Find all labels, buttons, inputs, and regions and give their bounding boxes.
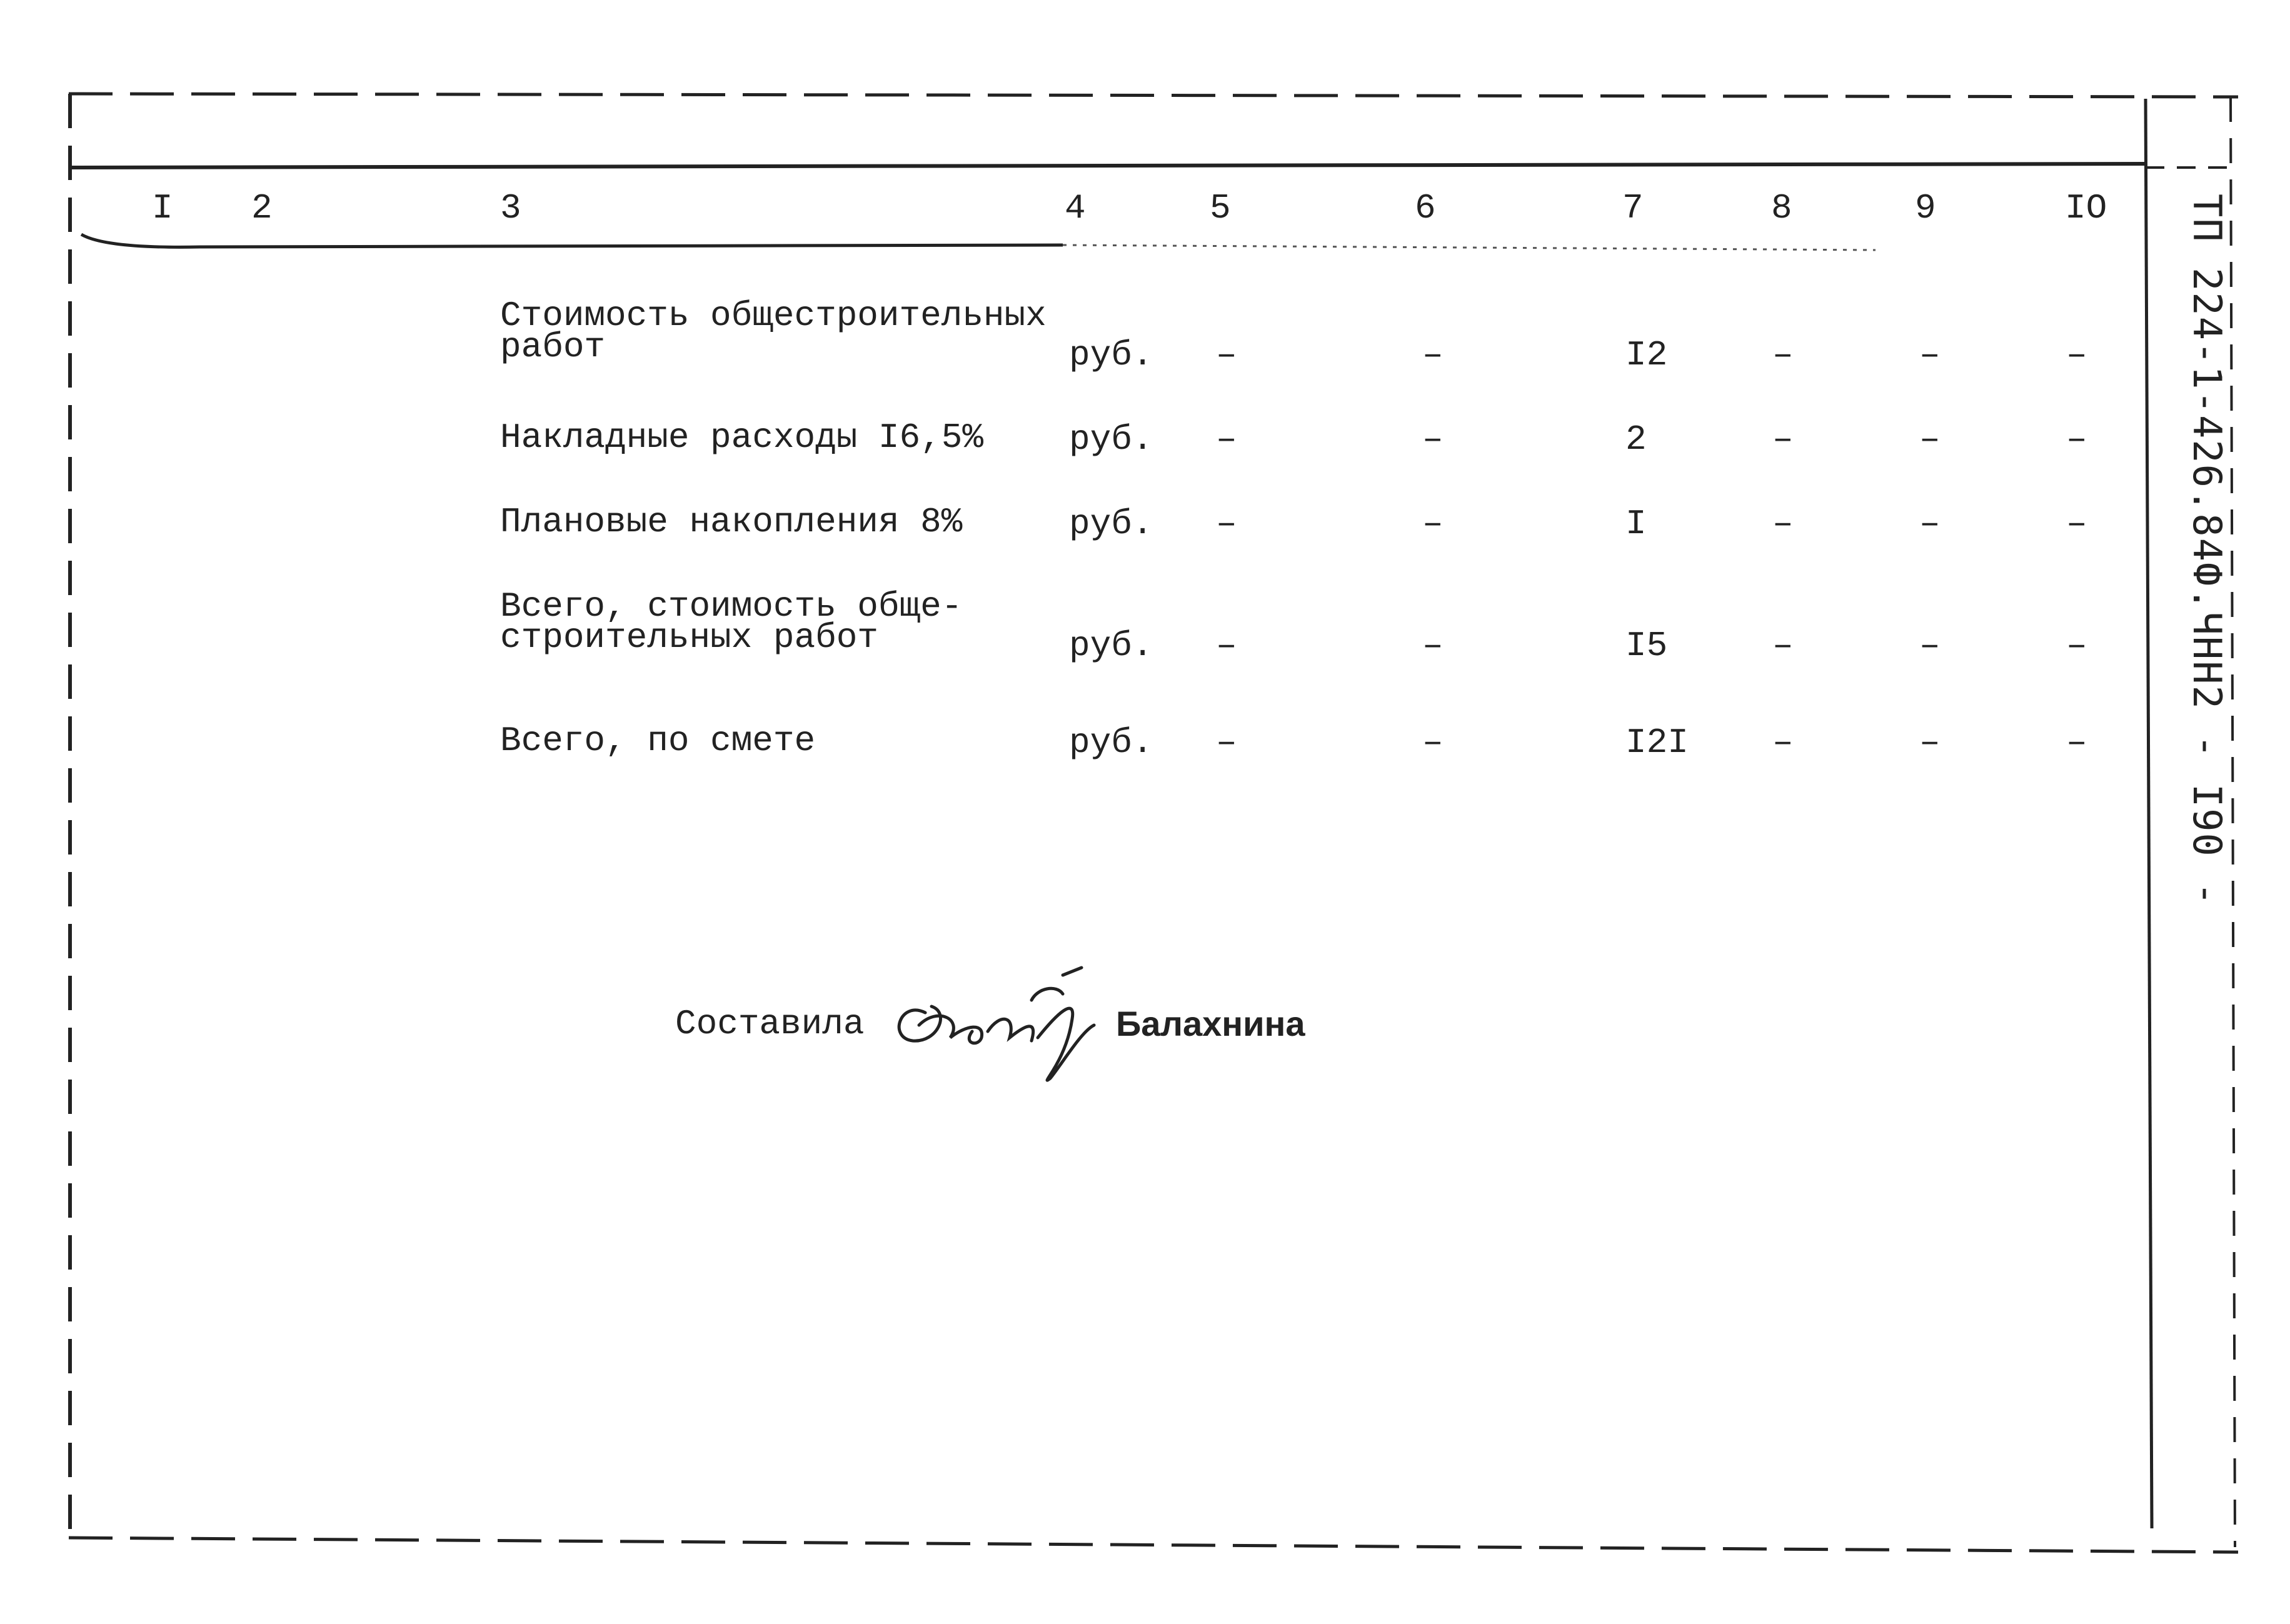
col-header-5: 5 [1210, 188, 1231, 228]
row-col5: – [1216, 419, 1237, 459]
header-bottom-rule [81, 234, 1063, 247]
col-header-10: IO [2065, 188, 2107, 228]
col-header-7: 7 [1622, 188, 1644, 228]
signature-label: Составила [675, 1004, 865, 1044]
row-unit: руб. [1069, 504, 1153, 544]
row-description: Накладные расходы I6,5% [500, 418, 983, 458]
row-col9: – [1919, 504, 1941, 544]
row-col9: – [1919, 626, 1941, 666]
col-header-3: 3 [500, 188, 521, 228]
row-col5: – [1216, 626, 1237, 666]
row-col9: – [1919, 419, 1941, 459]
row-col10: – [2066, 335, 2087, 375]
row-col10: – [2066, 419, 2087, 459]
row-col9: – [1919, 723, 1941, 763]
signature-scribble [899, 968, 1094, 1080]
col-header-6: 6 [1415, 188, 1436, 228]
stamp-column-line [2146, 99, 2152, 1528]
row-description: Всего, по смете [500, 721, 816, 761]
col-header-8: 8 [1771, 188, 1792, 228]
row-unit: руб. [1069, 419, 1153, 459]
bottom-border [69, 1538, 2238, 1552]
signature-name: Балахнина [1116, 1004, 1305, 1043]
side-stamp-code: ТП 224-1-426.84Ф.ЧНН2 - I90 - [2184, 194, 2230, 907]
col-header-4: 4 [1065, 188, 1086, 228]
row-col6: – [1422, 723, 1444, 763]
row-col10: – [2066, 504, 2087, 544]
row-description: Плановые накопления 8% [500, 502, 963, 542]
row-description: Стоимость общестроительных работ [500, 296, 1047, 367]
top-border [69, 94, 2238, 97]
row-col7: I2 [1625, 335, 1668, 375]
row-description: Всего, стоимость обще- строительных работ [500, 586, 963, 658]
row-col7: I [1625, 504, 1647, 544]
row-col8: – [1772, 335, 1794, 375]
col-header-1: I [152, 188, 173, 228]
header-bottom-rule-dotted [1063, 245, 1876, 250]
row-col8: – [1772, 419, 1794, 459]
row-col6: – [1422, 335, 1444, 375]
col-header-2: 2 [251, 188, 273, 228]
row-col10: – [2066, 723, 2087, 763]
row-col5: – [1216, 723, 1237, 763]
header-top-rule [70, 164, 2146, 168]
row-col6: – [1422, 504, 1444, 544]
row-col9: – [1919, 335, 1941, 375]
row-unit: руб. [1069, 723, 1153, 763]
row-col5: – [1216, 504, 1237, 544]
row-col8: – [1772, 723, 1794, 763]
row-col8: – [1772, 504, 1794, 544]
row-col7: I2I [1625, 723, 1689, 763]
row-col5: – [1216, 335, 1237, 375]
row-unit: руб. [1069, 626, 1153, 666]
row-col7: 2 [1625, 419, 1647, 459]
row-col6: – [1422, 626, 1444, 666]
col-header-9: 9 [1915, 188, 1936, 228]
row-col10: – [2066, 626, 2087, 666]
row-col7: I5 [1625, 626, 1668, 666]
row-col8: – [1772, 626, 1794, 666]
row-unit: руб. [1069, 335, 1153, 375]
right-border [2231, 97, 2235, 1547]
row-col6: – [1422, 419, 1444, 459]
